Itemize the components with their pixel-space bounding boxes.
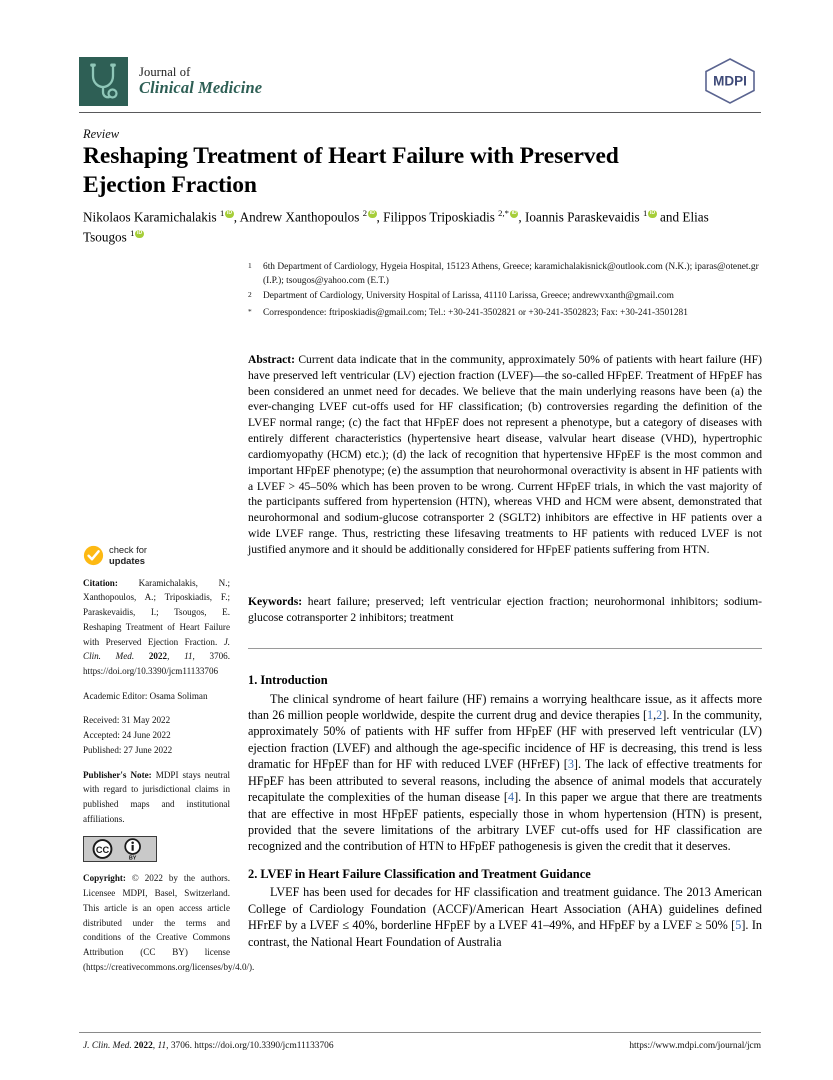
check-for-updates-badge[interactable] xyxy=(83,545,230,567)
footer-year: 2022 xyxy=(134,1041,153,1051)
mdpi-wordmark: MDPI xyxy=(713,73,747,89)
creative-commons-icon[interactable] xyxy=(83,836,157,862)
check-updates-line1: check for xyxy=(109,544,148,555)
footer-doi: , 3706. https://doi.org/10.3390/jcm11133706 xyxy=(166,1041,334,1051)
article-body xyxy=(248,672,762,950)
citation-volume: 11 xyxy=(184,651,193,662)
citation-block: Citation: Karamichalakis, N.; Xanthopoulos, A.; Triposkiadis, F.; Paraskevaidis, I.; Tsougos, E. Reshaping Treatment of Heart Failure with Preserved Ejection Fraction. J. Clin. Med. 2022, 11, 3706. https://doi.org/10.3390/jcm11133706 xyxy=(83,577,230,676)
author-list: Nikolaos Karamichalakis $^1$ iD , Andrew Xanthopoulos $^2$ iD , Filippos Triposkiadis $^{2,*}$ iD , Ioannis Paraskevaidis $^1$iD and Elias Tsougos $^1$iD xyxy=(83,207,748,247)
affiliation-row xyxy=(248,306,762,323)
page-footer xyxy=(83,1041,761,1051)
section-heading: 1. Introduction xyxy=(248,673,328,687)
author-name: Andrew Xanthopoulos xyxy=(239,209,363,225)
citation-doi[interactable]: https://doi.org/10.3390/jcm11133706 xyxy=(83,665,219,676)
keywords-text: heart failure; preserved; left ventricular ejection fraction; neurohormonal inhibitors; sodium-glucose cotransporter 2 inhibitors; treatment xyxy=(248,595,762,624)
publication-dates xyxy=(83,713,230,757)
page-title: Reshaping Treatment of Heart Failure with Preserved Ejection Fraction xyxy=(83,143,619,198)
orcid-icon[interactable] xyxy=(648,210,657,219)
journal-name-line1: Journal of xyxy=(139,65,191,80)
academic-editor: Academic Editor: Osama Soliman xyxy=(83,690,208,701)
journal-logo xyxy=(79,57,262,106)
abstract-block xyxy=(248,352,762,558)
affiliation-marker: 2 xyxy=(248,289,252,299)
paragraph: The clinical syndrome of heart failure (HF) remains a worrying healthcare issue, as it affects more than 26 million people worldwide, despite the current drug and device therapies [1,2]. In the community, approximately 50% of patients with HF suffer from HFpEF (HF with preserved left ventricular (LV) ejection fraction (LVEF) and although the age-specific incidence of HF is decreasing, this trend is less dramatic for HFpEF than for HF with reduced LVEF (HFrEF) [3]. The lack of effective treatments for HFpEF has been attributed to several reasons, including the absence of animal models that accurately recapitulate the complexities of the human disease [4]. In this paper we argue that there are treatments that are effective in most HFpEF patients, especially those in whom hypertension (HTN) is present, provided that the severe limitations of the arbitrary LVEF cut-offs used for HF classification are recognized and the contribution of HTN to HFpEF pathogenesis is given the credit that it deserves. xyxy=(248,691,763,854)
publisher-note-label: Publisher's Note: xyxy=(83,769,152,780)
orcid-icon[interactable] xyxy=(135,230,144,239)
sidebar-metadata xyxy=(83,544,255,984)
footer-journal: J. Clin. Med. xyxy=(83,1041,132,1051)
author-name: and Elias Tsougos xyxy=(83,209,709,245)
header-divider xyxy=(79,112,761,113)
date-received: Received: 31 May 2022 xyxy=(83,715,171,726)
mdpi-logo xyxy=(699,56,761,106)
article-type: Review xyxy=(83,127,120,141)
publisher-note xyxy=(83,768,230,827)
section-heading: 2. LVEF in Heart Failure Classification and Treatment Guidance xyxy=(248,866,591,881)
keywords-divider xyxy=(248,648,762,649)
stethoscope-icon xyxy=(79,57,128,106)
footer-divider xyxy=(79,1032,761,1033)
affiliation-text: Department of Cardiology, University Hospital of Larissa, 41110 Larissa, Greece; andrewvxanth@gmail.com xyxy=(263,290,674,301)
citation-reference-link[interactable]: 1 xyxy=(647,708,654,723)
affiliation-marker: 1 xyxy=(248,261,252,270)
orcid-icon[interactable] xyxy=(510,210,519,219)
affiliation-text: Correspondence: ftriposkiadis@gmail.com; Tel.: +30-241-3502821 or +30-241-3502823; Fax: +30-241-3501281 xyxy=(263,308,688,319)
paragraph: LVEF has been used for decades for HF classification and treatment guidance. The 2013 American College of Cardiology Foundation (ACCF)/American Heart Association (AHA) guidelines defined HFrEF by a LVEF ≤ 40%, borderline HFpEF by a LVEF 41–49%, and HFpEF by a LVEF ≥ 50% [5]. In contrast, the National Heart Foundation of Australia xyxy=(248,885,762,949)
citation-year: 2022 xyxy=(148,651,168,662)
citation-reference-link[interactable]: 3 xyxy=(567,757,574,772)
citation-reference-link[interactable]: 5 xyxy=(735,918,742,933)
check-updates-line2: updates xyxy=(109,554,145,566)
orcid-icon[interactable] xyxy=(225,210,234,219)
check-circle-icon xyxy=(83,545,104,566)
author-affiliation-marker: 1 xyxy=(130,227,135,238)
date-published: Published: 27 June 2022 xyxy=(83,744,173,755)
author-affiliation-marker: 1 xyxy=(219,208,225,218)
journal-header xyxy=(79,57,761,109)
affiliation-row xyxy=(248,260,762,289)
journal-name-line2: Clinical Medicine xyxy=(139,78,263,98)
affiliation-marker: * xyxy=(248,307,252,317)
footer-citation: J. Clin. Med. 2022, 11, 3706. https://doi.org/10.3390/jcm11133706 xyxy=(83,1041,334,1051)
abstract-label: Abstract: xyxy=(248,353,296,366)
journal-title-text xyxy=(139,65,262,97)
keywords-block xyxy=(248,594,762,626)
footer-volume: 11 xyxy=(157,1041,167,1051)
citation-label: Citation: xyxy=(83,577,118,588)
author-affiliation-marker: 1 xyxy=(642,208,648,218)
citation-text: Karamichalakis, N.; Xanthopoulos, A.; Triposkiadis, F.; Paraskevaidis, I.; Tsougos, E. Reshaping Treatment of Heart Failure with Preserved Ejection Fraction. xyxy=(83,577,230,647)
abstract-text: Current data indicate that in the community, approximately 50% of patients with heart failure (HF) have preserved left ventricular (LV) ejection fraction (LVEF)—the so-called HFpEF. Treatment of HFpEF has been considered an unmet need for decades. We believe that the main underlying reasons have been (a) the ever-changing LVEF cut-offs used for HF classification; (b) controversies regarding the definition of the LVEF normal range; (c) the fact that HFpEF does not represent a phenotype, but a category of diseases with entirely different characteristics (hypertensive heart disease, valvular heart disease (VHD), hypertrophic cardiomyopathy (HCM) etc.); (d) the lack of recognition that hypertensive HFpEF is the most common and important HFpEF phenotype; (e) the assumption that neurohormonal overactivity is absent in HF patients with a LVEF > 45–50% which has been proven to be wrong. Current HFpEF trials, in which the vast majority of the participants suffered from hypertension (HTN), whereas VHD and HCM were absent, demonstrated that neurohormonal and sodium-glucose cotransporter 2 (SGLT2) inhibitors are effective in HF patients over a wide LVEF range. Thus, restricting these lifesaving treatments to HF patients with reduced LVEF is not justified anymore and it should be additionally considered for HFpEF patients suffering from HTN. xyxy=(248,353,762,556)
affiliation-row xyxy=(248,289,762,306)
author-name: Filippos Triposkiadis xyxy=(383,209,499,225)
citation-reference-link[interactable]: 2 xyxy=(656,708,663,723)
keywords-label: Keywords: xyxy=(248,595,303,608)
affiliations-block xyxy=(248,260,762,323)
orcid-icon[interactable] xyxy=(368,210,377,219)
date-accepted: Accepted: 24 June 2022 xyxy=(83,730,171,741)
copyright-block xyxy=(83,871,255,974)
copyright-text: © 2022 by the authors. Licensee MDPI, Basel, Switzerland. This article is an open access article distributed under the terms and conditions of the Creative Commons Attribution (CC BY) license (https://creativecommons.org/licenses/by/4.0/). xyxy=(83,873,255,972)
citation-journal: J. Clin. Med. xyxy=(83,636,230,662)
publisher-note-text: MDPI stays neutral with regard to jurisdictional claims in published maps and institutional affiliations. xyxy=(83,769,230,824)
copyright-label: Copyright: xyxy=(83,873,126,884)
affiliation-text: 6th Department of Cardiology, Hygeia Hospital, 15123 Athens, Greece; karamichalakisnick@outlook.com (N.K.); iparas@otenet.gr (I.P.); tsougos@yahoo.com (E.T.) xyxy=(263,262,759,287)
footer-journal-url[interactable]: https://www.mdpi.com/journal/jcm xyxy=(629,1041,761,1051)
citation-reference-link[interactable]: 4 xyxy=(507,790,515,805)
citation-pages: , 3706. xyxy=(192,651,230,662)
author-affiliation-marker: 2,* xyxy=(498,208,509,218)
author-name: Nikolaos Karamichalakis xyxy=(83,209,220,225)
svg-text:BY: BY xyxy=(128,856,137,863)
svg-text:CC: CC xyxy=(95,845,110,856)
author-affiliation-marker: 2 xyxy=(362,208,368,218)
author-name: Ioannis Paraskevaidis xyxy=(525,209,643,225)
